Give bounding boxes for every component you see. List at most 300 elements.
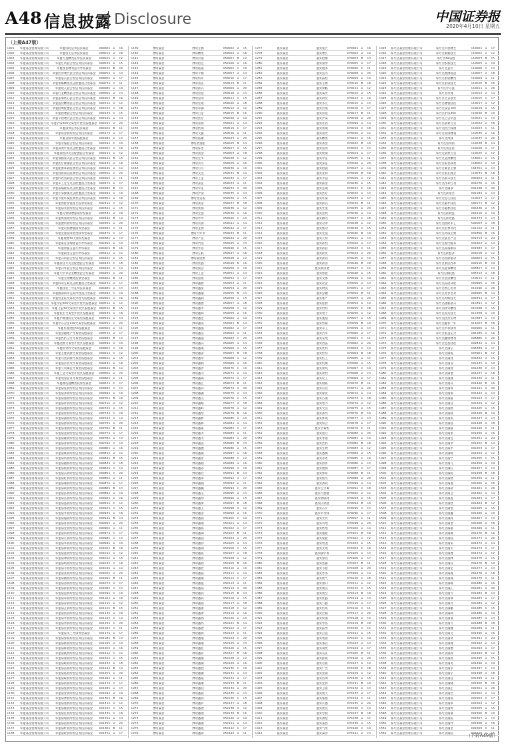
share-class: A — [113, 107, 118, 110]
fund-name: 嘉实充电 — [299, 547, 345, 550]
share-class: A — [485, 407, 490, 410]
fund-code: 001461 — [471, 487, 483, 490]
fund-name: 易方达竞争优势 — [423, 292, 469, 295]
day-count: 14 — [119, 517, 127, 520]
row-number: 1145 — [131, 77, 142, 80]
share-class: A — [361, 417, 366, 420]
day-count: 17 — [491, 497, 499, 500]
row-number: 1071 — [7, 397, 18, 400]
day-count: 14 — [243, 272, 251, 275]
fund-code: 000521 — [99, 307, 111, 310]
row-number: 1472 — [379, 332, 390, 335]
fund-company: 嘉实基金 — [266, 257, 299, 260]
fund-code: 070130 — [347, 677, 359, 680]
day-count: 20 — [119, 372, 127, 375]
row-number: 1448 — [379, 212, 390, 215]
share-class: A — [237, 642, 242, 645]
fund-code: 000561 — [99, 327, 111, 330]
fund-company: 易方达基金管理有限公司 — [390, 262, 423, 265]
fund-code: 050050 — [223, 267, 235, 270]
fund-company: 博时基金 — [142, 122, 175, 125]
share-class: A — [361, 317, 366, 320]
share-class: C — [237, 517, 242, 520]
day-count: 19 — [243, 167, 251, 170]
day-count: 12 — [491, 52, 499, 55]
fund-code: 070091 — [347, 487, 359, 490]
day-count: 18 — [119, 312, 127, 315]
fund-company: 华夏基金管理有限公司 — [18, 332, 51, 335]
day-count: 13 — [491, 317, 499, 320]
fund-code: 000781 — [99, 437, 111, 440]
row-number: 1034 — [7, 212, 18, 215]
row-number: 1386 — [255, 592, 266, 595]
fund-company: 华夏基金管理有限公司 — [18, 57, 51, 60]
fund-name: 嘉实节能 — [299, 567, 345, 570]
day-count: 19 — [491, 362, 499, 365]
row-number: 1031 — [7, 197, 18, 200]
day-count: 11 — [367, 517, 375, 520]
fund-company: 博时基金 — [142, 217, 175, 220]
fund-name: 华夏能源交易型开放式指数基金 — [51, 342, 97, 345]
fund-company: 易方达基金管理有限公司 — [390, 707, 423, 710]
row-number: 1068 — [7, 382, 18, 385]
share-class: A — [237, 92, 242, 95]
share-class: A — [361, 572, 366, 575]
fund-name: 易方达瑞弘 — [423, 347, 469, 350]
row-number: 1261 — [131, 657, 142, 660]
row-number: 1449 — [379, 217, 390, 220]
fund-name: 嘉实碳中和 — [299, 552, 345, 555]
row-number: 1106 — [7, 572, 18, 575]
day-count: 16 — [119, 47, 127, 50]
day-count: 18 — [491, 372, 499, 375]
row-number: 1004 — [7, 62, 18, 65]
fund-name: 博时鑫镭 — [175, 637, 221, 640]
fund-code: 070049 — [347, 277, 359, 280]
day-count: 15 — [119, 557, 127, 560]
fund-company: 博时基金 — [142, 327, 175, 330]
fund-name: 嘉实超短 — [299, 77, 345, 80]
fund-code: 050054 — [223, 287, 235, 290]
row-number: 1416 — [379, 52, 390, 55]
fund-company: 博时基金 — [142, 177, 175, 180]
fund-company: 嘉实基金 — [266, 47, 299, 50]
header-divider — [108, 11, 109, 28]
fund-name: 博时岁岁 — [175, 217, 221, 220]
fund-company: 易方达基金管理有限公司 — [390, 437, 423, 440]
fund-company: 华夏基金管理有限公司 — [18, 107, 51, 110]
share-class: C — [361, 397, 366, 400]
share-class: A — [237, 492, 242, 495]
fund-name: 易方达瑞明 — [423, 452, 469, 455]
day-count: 13 — [491, 517, 499, 520]
row-number: 1265 — [131, 677, 142, 680]
fund-company: 嘉实基金 — [266, 442, 299, 445]
fund-name: 嘉实生物 — [299, 447, 345, 450]
share-class: A — [237, 497, 242, 500]
fund-code: 000751 — [99, 422, 111, 425]
day-count: 16 — [119, 647, 127, 650]
fund-code: 050136 — [223, 697, 235, 700]
day-count: 18 — [367, 442, 375, 445]
day-count: 12 — [243, 57, 251, 60]
fund-company: 华夏基金管理有限公司 — [18, 702, 51, 705]
fund-company: 易方达基金管理有限公司 — [390, 732, 423, 735]
day-count: 19 — [367, 412, 375, 415]
day-count: 20 — [367, 432, 375, 435]
share-class: A — [361, 527, 366, 530]
fund-company: 博时基金 — [142, 427, 175, 430]
fund-code: 050137 — [223, 702, 235, 705]
fund-company: 博时基金 — [142, 462, 175, 465]
fund-company: 嘉实基金 — [266, 557, 299, 560]
day-count: 12 — [367, 582, 375, 585]
share-class: A — [237, 287, 242, 290]
row-number: 1057 — [7, 327, 18, 330]
share-class: A — [113, 602, 118, 605]
day-count: 15 — [119, 157, 127, 160]
day-count: 14 — [243, 672, 251, 675]
share-class: A — [361, 332, 366, 335]
fund-code: 050110 — [223, 567, 235, 570]
fund-name: 嘉实酒店 — [299, 642, 345, 645]
row-number: 1163 — [131, 167, 142, 170]
fund-code: 000121 — [99, 107, 111, 110]
row-number: 1452 — [379, 232, 390, 235]
row-number: 1471 — [379, 327, 390, 330]
row-number: 1503 — [379, 487, 390, 490]
share-class: A — [113, 52, 118, 55]
row-number: 1526 — [379, 602, 390, 605]
share-class: C — [113, 592, 118, 595]
row-number: 1300 — [255, 162, 266, 165]
fund-name: 易方达瑞华 — [423, 442, 469, 445]
row-number: 1313 — [255, 227, 266, 230]
fund-code: 000201 — [99, 147, 111, 150]
share-class: A — [485, 587, 490, 590]
fund-code: 010198 — [471, 307, 483, 310]
share-class: B — [485, 652, 490, 655]
fund-code: 070104 — [347, 547, 359, 550]
row-number: 1515 — [379, 547, 390, 550]
fund-name: 博时鑫岭 — [175, 407, 221, 410]
fund-name: 博时鑫锫 — [175, 667, 221, 670]
fund-name: 易方达瑞财 — [423, 367, 469, 370]
day-count: 14 — [243, 122, 251, 125]
fund-company: 易方达基金管理有限公司 — [390, 457, 423, 460]
share-class: A — [237, 362, 242, 365]
fund-name: 华夏回报证券投资基金 — [51, 47, 97, 50]
fund-name: 华夏能源革新股票型证券投资基金 — [51, 167, 97, 170]
fund-name: 华夏鼎中债券型证券投资基金 — [51, 617, 97, 620]
share-class: A — [361, 447, 366, 450]
day-count: 17 — [367, 197, 375, 200]
row-number: 1548 — [379, 712, 390, 715]
fund-code: 070120 — [347, 627, 359, 630]
fund-name: 嘉实策略 — [299, 87, 345, 90]
fund-code: 070027 — [347, 167, 359, 170]
fund-code: 000281 — [99, 187, 111, 190]
table-row — [131, 731, 251, 736]
row-number: 1166 — [131, 182, 142, 185]
share-class: A — [113, 647, 118, 650]
fund-name: 嘉实教育 — [299, 462, 345, 465]
row-number: 1380 — [255, 562, 266, 565]
fund-code: 050047 — [223, 252, 235, 255]
row-number: 1469 — [379, 317, 390, 320]
day-count: 17 — [243, 477, 251, 480]
fund-code: 070057 — [347, 317, 359, 320]
day-count: 14 — [491, 92, 499, 95]
fund-company: 易方达基金管理有限公司 — [390, 297, 423, 300]
fund-company: 易方达基金管理有限公司 — [390, 292, 423, 295]
day-count: 13 — [243, 342, 251, 345]
share-class: B — [485, 232, 490, 235]
fund-name: 华夏鼎腾债券型证券投资基金 — [51, 577, 97, 580]
fund-company: 嘉实基金 — [266, 402, 299, 405]
row-number: 1287 — [255, 97, 266, 100]
day-count: 20 — [367, 702, 375, 705]
day-count: 15 — [119, 112, 127, 115]
day-count: 11 — [119, 477, 127, 480]
row-number: 1391 — [255, 617, 266, 620]
share-class: A — [113, 222, 118, 225]
share-class: A — [485, 117, 490, 120]
fund-name: 嘉实稳固 — [299, 167, 345, 170]
day-count: 18 — [491, 422, 499, 425]
day-count: 17 — [491, 97, 499, 100]
fund-code: 070052 — [347, 292, 359, 295]
fund-name: 嘉实雷达 — [299, 707, 345, 710]
day-count: 17 — [243, 727, 251, 730]
day-count: 18 — [243, 102, 251, 105]
fund-company: 嘉实基金 — [266, 727, 299, 730]
row-number: 1055 — [7, 317, 18, 320]
day-count: 16 — [491, 682, 499, 685]
fund-name: 易方达新兴成长 — [423, 177, 469, 180]
day-count: 20 — [491, 387, 499, 390]
row-number: 1213 — [131, 417, 142, 420]
day-count: 13 — [119, 687, 127, 690]
day-count: 13 — [367, 462, 375, 465]
day-count: 12 — [243, 707, 251, 710]
fund-name: 华夏鼎瑞债券型证券投资基金 — [51, 482, 97, 485]
fund-code: 000471 — [99, 282, 111, 285]
day-count: 16 — [243, 162, 251, 165]
fund-company: 易方达基金管理有限公司 — [390, 497, 423, 500]
fund-name: 博时鑫𬬻 — [175, 702, 221, 705]
share-class: A — [361, 582, 366, 585]
fund-code: 001484 — [471, 602, 483, 605]
row-number: 1191 — [131, 307, 142, 310]
fund-name: 博时裕隆 — [175, 137, 221, 140]
fund-code: 050033 — [223, 182, 235, 185]
fund-name: 博时内需 — [175, 242, 221, 245]
day-count: 18 — [367, 262, 375, 265]
row-number: 1440 — [379, 172, 390, 175]
day-count: 14 — [119, 217, 127, 220]
share-class: A — [361, 312, 366, 315]
row-number: 1516 — [379, 552, 390, 555]
fund-company: 嘉实基金 — [266, 512, 299, 515]
share-class: B — [361, 202, 366, 205]
fund-company: 嘉实基金 — [266, 452, 299, 455]
share-class: B — [485, 682, 490, 685]
fund-name: 博时鑫钾 — [175, 612, 221, 615]
share-class: A — [485, 612, 490, 615]
row-number: 1015 — [7, 117, 18, 120]
section-title-cn: 信息披露 — [44, 9, 112, 32]
fund-company: 博时基金 — [142, 712, 175, 715]
fund-name: 嘉实新趋 — [299, 257, 345, 260]
day-count: 13 — [367, 192, 375, 195]
day-count: 20 — [367, 252, 375, 255]
row-number: 1520 — [379, 572, 390, 575]
day-count: 19 — [243, 467, 251, 470]
share-class: C — [361, 457, 366, 460]
share-class: A — [237, 197, 242, 200]
fund-name: 易方达瑞睿 — [423, 617, 469, 620]
day-count: 20 — [243, 437, 251, 440]
share-class: B — [237, 82, 242, 85]
fund-company: 易方达基金管理有限公司 — [390, 242, 423, 245]
day-count: 12 — [491, 202, 499, 205]
fund-company: 易方达基金管理有限公司 — [390, 412, 423, 415]
row-number: 1318 — [255, 252, 266, 255]
share-class: B — [113, 187, 118, 190]
fund-company: 易方达基金管理有限公司 — [390, 727, 423, 730]
fund-name: 易方达均衡成长 — [423, 297, 469, 300]
row-number: 1522 — [379, 582, 390, 585]
day-count: 15 — [491, 557, 499, 560]
fund-code: 050030 — [223, 167, 235, 170]
day-count: 14 — [243, 622, 251, 625]
row-number: 1091 — [7, 497, 18, 500]
fund-company: 易方达基金管理有限公司 — [390, 577, 423, 580]
fund-name: 嘉实电力 — [299, 402, 345, 405]
share-class: A — [485, 372, 490, 375]
fund-company: 易方达基金管理有限公司 — [390, 507, 423, 510]
day-count: 18 — [367, 307, 375, 310]
fund-code: 050057 — [223, 302, 235, 305]
fund-company: 博时基金 — [142, 667, 175, 670]
fund-company: 博时基金 — [142, 232, 175, 235]
fund-company: 华夏基金管理有限公司 — [18, 187, 51, 190]
fund-code: 001447 — [471, 417, 483, 420]
fund-company: 嘉实基金 — [266, 472, 299, 475]
fund-code: 001442 — [471, 392, 483, 395]
fund-code: 050002 — [223, 67, 235, 70]
fund-code: 050115 — [223, 592, 235, 595]
share-class: A — [113, 467, 118, 470]
fund-company: 嘉实基金 — [266, 97, 299, 100]
share-class: B — [485, 472, 490, 475]
day-count: 15 — [243, 347, 251, 350]
fund-company: 华夏基金管理有限公司 — [18, 147, 51, 150]
fund-name: 博时鑫铜 — [175, 522, 221, 525]
day-count: 13 — [243, 592, 251, 595]
share-class: C — [485, 187, 490, 190]
fund-code: 070136 — [347, 707, 359, 710]
fund-company: 易方达基金管理有限公司 — [390, 202, 423, 205]
share-class: A — [485, 422, 490, 425]
fund-company: 嘉实基金 — [266, 72, 299, 75]
fund-name: 易方达瑞林 — [423, 597, 469, 600]
table-column-4 — [379, 46, 499, 738]
fund-company: 华夏基金管理有限公司 — [18, 357, 51, 360]
day-count: 13 — [119, 237, 127, 240]
fund-company: 博时基金 — [142, 352, 175, 355]
day-count: 12 — [119, 602, 127, 605]
share-class: A — [361, 102, 366, 105]
fund-name: 嘉实地产 — [299, 297, 345, 300]
share-class: A — [237, 62, 242, 65]
fund-code: 050039 — [223, 212, 235, 215]
row-number: 1476 — [379, 352, 390, 355]
fund-code: 110026 — [471, 147, 483, 150]
fund-name: 华夏沪深300交易型开放式指数基金 — [51, 122, 97, 125]
fund-name: 易方达瑞源 — [423, 407, 469, 410]
fund-name: 易方达瑞宁 — [423, 457, 469, 460]
fund-company: 博时基金 — [142, 422, 175, 425]
fund-name: 博时鑫锂 — [175, 607, 221, 610]
fund-code: 050003 — [223, 152, 235, 155]
fund-code: 001603 — [471, 242, 483, 245]
share-class: A — [485, 627, 490, 630]
day-count: 17 — [491, 597, 499, 600]
day-count: 14 — [367, 662, 375, 665]
fund-code: 050065 — [223, 342, 235, 345]
day-count: 13 — [243, 142, 251, 145]
fund-code: 070040 — [347, 232, 359, 235]
fund-company: 博时基金 — [142, 502, 175, 505]
fund-code: 001482 — [471, 592, 483, 595]
share-class: A — [361, 617, 366, 620]
share-class: A — [113, 597, 118, 600]
fund-name: 博时标普 — [175, 147, 221, 150]
fund-name: 嘉实薪金 — [299, 182, 345, 185]
day-count: 12 — [243, 557, 251, 560]
share-class: B — [237, 292, 242, 295]
share-class: C — [361, 517, 366, 520]
day-count: 12 — [491, 402, 499, 405]
fund-name: 易方达瑞合 — [423, 492, 469, 495]
row-number: 1216 — [131, 432, 142, 435]
fund-company: 易方达基金管理有限公司 — [390, 277, 423, 280]
fund-name: 博时鑫泰 — [175, 287, 221, 290]
share-class: C — [237, 337, 242, 340]
day-count: 12 — [243, 307, 251, 310]
row-number: 1119 — [7, 637, 18, 640]
fund-name: 博时鑫锌 — [175, 542, 221, 545]
fund-company: 易方达基金管理有限公司 — [390, 107, 423, 110]
share-class: A — [485, 657, 490, 660]
fund-name: 易方达瑞佐 — [423, 717, 469, 720]
fund-name: 嘉实导航 — [299, 712, 345, 715]
row-number: 1053 — [7, 307, 18, 310]
fund-code: 050101 — [223, 522, 235, 525]
fund-name: 易方达瑞远 — [423, 562, 469, 565]
fund-company: 博时基金 — [142, 307, 175, 310]
share-class: A — [485, 192, 490, 195]
row-number: 1547 — [379, 707, 390, 710]
fund-company: 华夏基金管理有限公司 — [18, 647, 51, 650]
fund-code: 070141 — [347, 732, 359, 735]
row-number: 1306 — [255, 192, 266, 195]
fund-code: 001500 — [471, 682, 483, 685]
fund-company: 华夏基金管理有限公司 — [18, 422, 51, 425]
day-count: 19 — [119, 592, 127, 595]
